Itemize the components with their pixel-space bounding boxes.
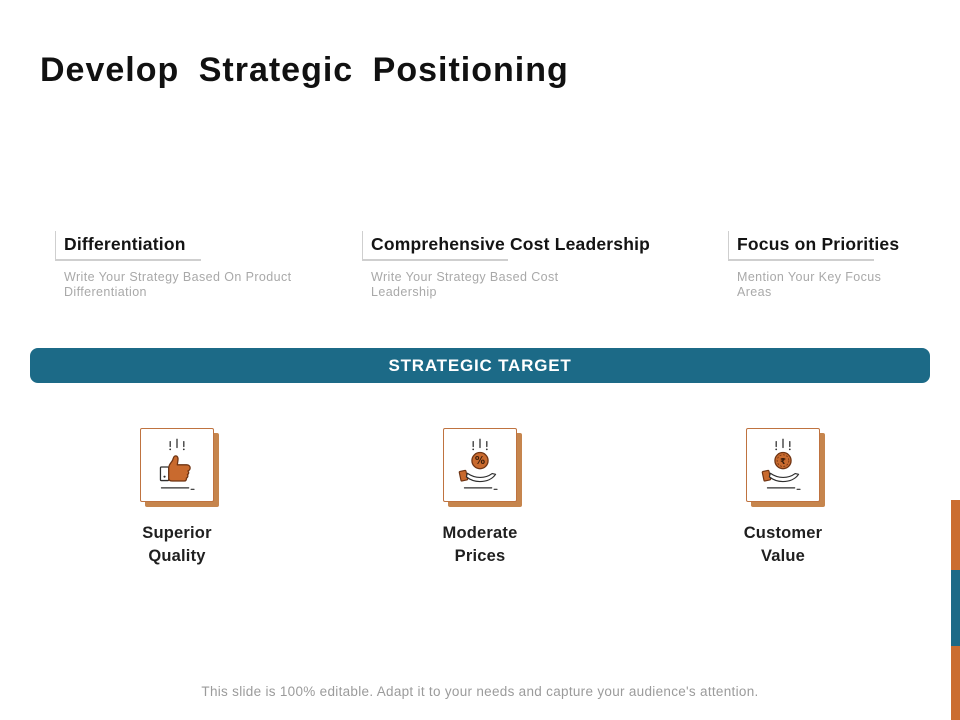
coin-symbol: ₹: [780, 456, 786, 467]
strategy-column-focus-priorities: [728, 231, 923, 301]
side-accent-bar-teal: [951, 570, 960, 646]
superior-quality-card: [140, 428, 214, 502]
coin-symbol: %: [474, 456, 486, 468]
heading-underline: [55, 259, 201, 261]
target-label-customer-value: Customer Value: [743, 524, 823, 566]
column-description: Write Your Strategy Based Cost Leadership: [371, 269, 559, 300]
strategy-column-cost-leadership: [362, 231, 672, 301]
slide-title: Develop Strategic Positioning: [40, 50, 569, 89]
column-heading: Comprehensive Cost Leadership: [362, 231, 672, 259]
customer-value-card: [746, 428, 820, 502]
column-heading: Differentiation: [55, 231, 295, 259]
column-heading: Focus on Priorities: [728, 231, 923, 259]
heading-underline: [362, 259, 508, 261]
target-label-superior-quality: Superior Quality: [142, 524, 212, 566]
side-accent-bar-orange-bottom: [951, 646, 960, 720]
target-label-moderate-prices: Moderate Prices: [442, 524, 518, 566]
column-description: Mention Your Key Focus Areas: [737, 269, 882, 300]
thumbs-up-icon: [141, 429, 213, 501]
footer-note: This slide is 100% editable. Adapt it to your needs and capture your audience's attention.: [201, 684, 759, 699]
discount-coin-hand-icon: [444, 429, 516, 501]
rupee-coin-hand-icon: [747, 429, 819, 501]
strategic-target-banner: [30, 348, 930, 383]
column-description: Write Your Strategy Based On Product Differentiation: [64, 269, 292, 300]
banner-label: STRATEGIC TARGET: [388, 355, 572, 375]
moderate-prices-card: [443, 428, 517, 502]
strategy-column-differentiation: [55, 231, 295, 301]
heading-underline: [728, 259, 874, 261]
side-accent-bar-orange-top: [951, 500, 960, 570]
